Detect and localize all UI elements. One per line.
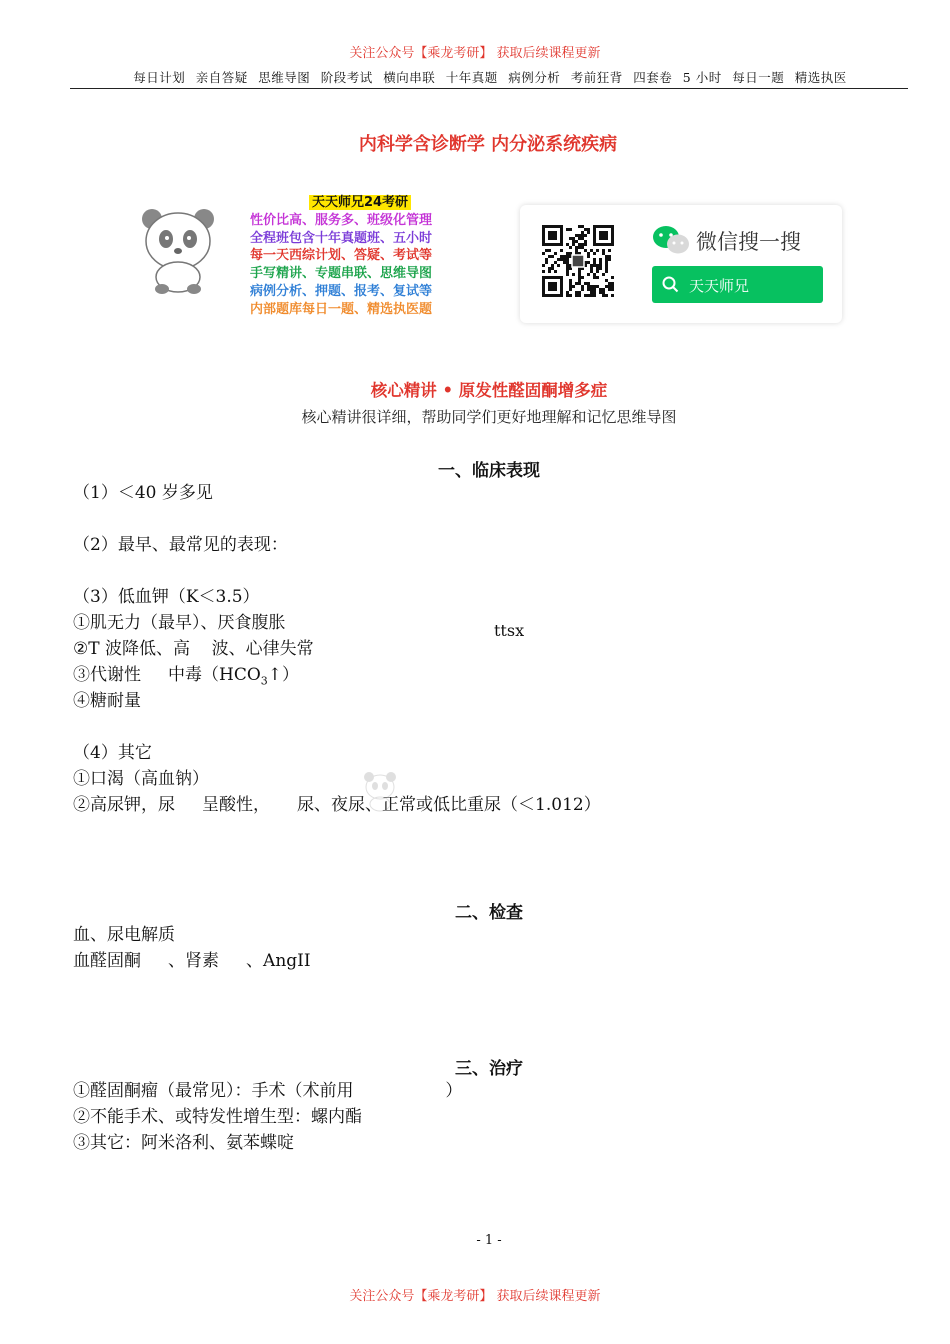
promo-line: 每一天西综计划、答疑、考试等 <box>250 248 433 264</box>
menu-item: 亲自答疑 <box>195 70 248 85</box>
text-line: （4）其它 <box>73 743 152 763</box>
wechat-search-card[interactable] <box>520 205 842 323</box>
heading-clinical: 一、临床表现 <box>438 461 540 481</box>
promo-line: 性价比高、服务多、班级化管理 <box>250 212 433 228</box>
text-line-hco3 <box>73 664 299 692</box>
wechat-search-box[interactable] <box>652 266 823 303</box>
page-number: - 1 - <box>476 1233 502 1248</box>
hco3-subscript: 3 <box>260 674 268 688</box>
wechat-search-label: 微信搜一搜 <box>696 230 801 254</box>
menu-item: 5 小时 <box>682 70 722 85</box>
header-rule <box>70 88 908 89</box>
top-promo-note: 关注公众号【乘龙考研】 获取后续课程更新 <box>349 46 601 61</box>
menu-item: 每日计划 <box>133 70 186 85</box>
text-line: ②高尿钾，尿 呈酸性， 尿、夜尿、正常或低比重尿（＜1.012） <box>73 795 601 815</box>
bottom-promo-note: 关注公众号【乘龙考研】 获取后续课程更新 <box>349 1289 601 1304</box>
promo-line: 全程班包含十年真题班、五小时 <box>250 230 433 246</box>
promo-heading: 天天师兄24考研 <box>309 195 411 210</box>
text-line: ①醛固酮瘤（最常见）：手术（术前用 ） <box>73 1081 463 1101</box>
text-line: 血醛固酮 、肾素 、AngII <box>73 951 311 971</box>
menu-item: 十年真题 <box>445 70 498 85</box>
hco3-tail: ↑） <box>267 665 300 685</box>
section-subtitle: 核心精讲很详细，帮助同学们更好地理解和记忆思维导图 <box>301 408 677 426</box>
menu-item: 每日一题 <box>732 70 785 85</box>
heading-exam: 二、检查 <box>455 903 523 923</box>
hco3-text: ③代谢性 中毒（HCO <box>73 665 261 685</box>
text-line: （3）低血钾（K＜3.5） <box>73 587 260 607</box>
promo-line: 手写精讲、专题串联、思维导图 <box>250 266 433 282</box>
text-line: ③其它：阿米洛利、氨苯蝶啶 <box>73 1133 294 1153</box>
wechat-search-text: 天天师兄 <box>689 277 750 295</box>
course-features-menu <box>70 68 910 86</box>
text-line: ④糖耐量 <box>73 691 141 711</box>
text-line: 血、尿电解质 <box>73 925 175 945</box>
menu-item: 四套卷 <box>633 70 673 85</box>
text-line: ②T 波降低、高 波、心律失常 <box>73 639 314 659</box>
document-title: 内科学含诊断学 内分泌系统疾病 <box>358 134 618 155</box>
watermark-text: ttsx <box>494 621 525 640</box>
menu-item: 考前狂背 <box>570 70 623 85</box>
course-promo-text <box>250 194 470 319</box>
text-line: （2）最早、最常见的表现： <box>73 535 288 555</box>
menu-item: 病例分析 <box>508 70 561 85</box>
promo-line: 病例分析、押题、报考、复试等 <box>250 283 433 299</box>
menu-item: 精选执医 <box>794 70 847 85</box>
wechat-logo-icon <box>652 225 690 255</box>
panda-watermark-icon <box>362 770 398 812</box>
text-line: ①肌无力（最早）、厌食腹胀 <box>73 613 286 633</box>
text-line: ①口渴（高血钠） <box>73 769 209 789</box>
search-icon <box>662 276 679 293</box>
menu-item: 阶段考试 <box>320 70 373 85</box>
promo-line: 内部题库每日一题、精选执医题 <box>250 301 433 317</box>
text-line: ②不能手术、或特发性增生型：螺内酯 <box>73 1107 362 1127</box>
qr-code-icon[interactable] <box>542 225 614 297</box>
text-line: （1）＜40 岁多见 <box>73 483 213 503</box>
section-title: 核心精讲 • 原发性醛固酮增多症 <box>370 381 608 400</box>
menu-item: 横向串联 <box>383 70 436 85</box>
heading-treatment: 三、治疗 <box>455 1059 523 1079</box>
menu-item: 思维导图 <box>258 70 311 85</box>
panda-mascot-icon <box>138 205 218 295</box>
